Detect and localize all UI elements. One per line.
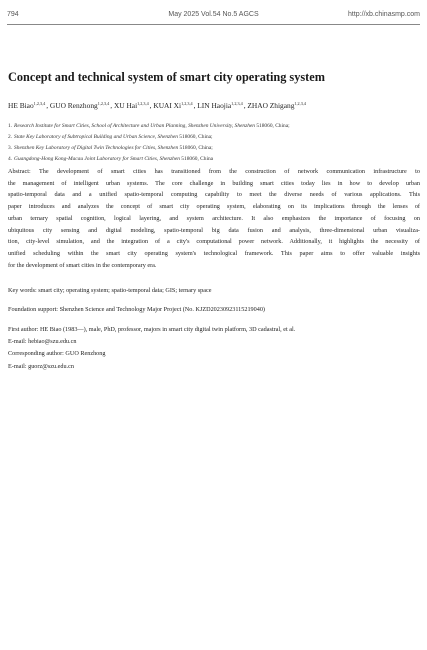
corresponding-email: E-mail: guorz@szu.edu.cn (8, 362, 75, 370)
author-3: XU Hai$^{1,2,3,4}$ (113, 101, 149, 110)
author-notes (8, 324, 420, 373)
affiliation-item: 1. Research Institute for Smart Cities, School of Architecture and Urban Planning, Shenzhen University, Shenzhen 518060, China; (8, 123, 290, 129)
author-1: HE Biao$^{1,2,3,4}$ (8, 101, 46, 110)
first-author-bio: First author: HE Biao (1983—), male, PhD, professor, majors in smart city digital twin platform, 3D cadastral, et al. (8, 326, 296, 333)
page-number: 794 (7, 11, 19, 18)
journal-info: May 2025 Vol.54 No.5 AGCS (168, 11, 259, 18)
affiliation-item: 3. Shenzhen Key Laboratory of Digital Twin Technologies for Cities, Shenzhen 518060, China; (8, 145, 213, 151)
paper-title: Concept and technical system of smart city operating system (8, 70, 325, 84)
author-list: HE Biao$^{1,2,3,4}$, GUO Renzhong$^{1,2,3,4}$, XU Hai$^{1,2,3,4}$, KUAI Xi$^{1,2,3,4}$, LIN Haojia$^{1,2,3,4}$, ZHAO Zhigang$^{1,2,3,4}$ (8, 101, 306, 110)
abstract-line: Abstract: The development of smart cities has transitioned from the construction of network communication infrastructure to (8, 168, 420, 175)
abstract-line: paper introduces and analyzes the concept of smart city operating system, elaborating on its implications through the lenses of (8, 203, 420, 211)
author-2: GUO Renzhong$^{1,2,3,4}$ (49, 101, 110, 110)
abstract-line: spatio-temporal data and a unified spatio-temporal computing capability to meet the diverse needs of various applications. This (8, 191, 420, 199)
abstract-line: the management of intelligent urban systems. The core challenge in building smart cities today lies in how to develop urban (8, 179, 420, 187)
affiliation-item: 2. State Key Laboratory of Subtropical Building and Urban Science, Shenzhen 518060, China; (8, 134, 213, 140)
author-6: ZHAO Zhigang$^{1,2,3,4}$ (247, 101, 306, 110)
abstract (8, 166, 420, 271)
header-divider (7, 24, 420, 25)
author-4: KUAI Xi$^{1,2,3,4}$ (153, 101, 193, 110)
corresponding-author: Corresponding author: GUO Renzhong (8, 350, 106, 358)
abstract-line: tion, city-level simulation, and the integration of a city's computational power network. Additionally, it highlights the necessity of (8, 238, 420, 246)
abstract-line: urban ternary spatial cognition, logical layering, and system architecture. It also emphasizes the importance of focusing on (8, 214, 420, 222)
author-5: LIN Haojia$^{1,2,3,4}$ (197, 101, 243, 110)
abstract-line: for the development of smart cities in the contemporary era. (8, 261, 157, 269)
journal-url: http://xb.chinasmp.com (348, 11, 420, 18)
abstract-line: ubiquitous city sensing and digital modeling, spatio-temporal big data fusion and analysis, three-dimensional urban visualiza- (8, 226, 420, 234)
affiliation-list (8, 121, 420, 165)
affiliation-item: 4. Guangdong-Hong Kong-Macau Joint Laboratory for Smart Cities, Shenzhen 518060, China (8, 156, 214, 162)
running-header (7, 10, 420, 24)
foundation-support: Foundation support: Shenzhen Science and Technology Major Project (No. KJZD20230923115219040) (8, 306, 265, 313)
abstract-line: unified scheduling within the smart city operating system's technological framework. This paper aims to offer valuable insights (8, 249, 420, 257)
keywords: Key words: smart city; operating system; spatio-temporal data; GIS; ternary space (8, 287, 212, 294)
first-author-email: E-mail: hebiao@szu.edu.cn (8, 338, 77, 346)
